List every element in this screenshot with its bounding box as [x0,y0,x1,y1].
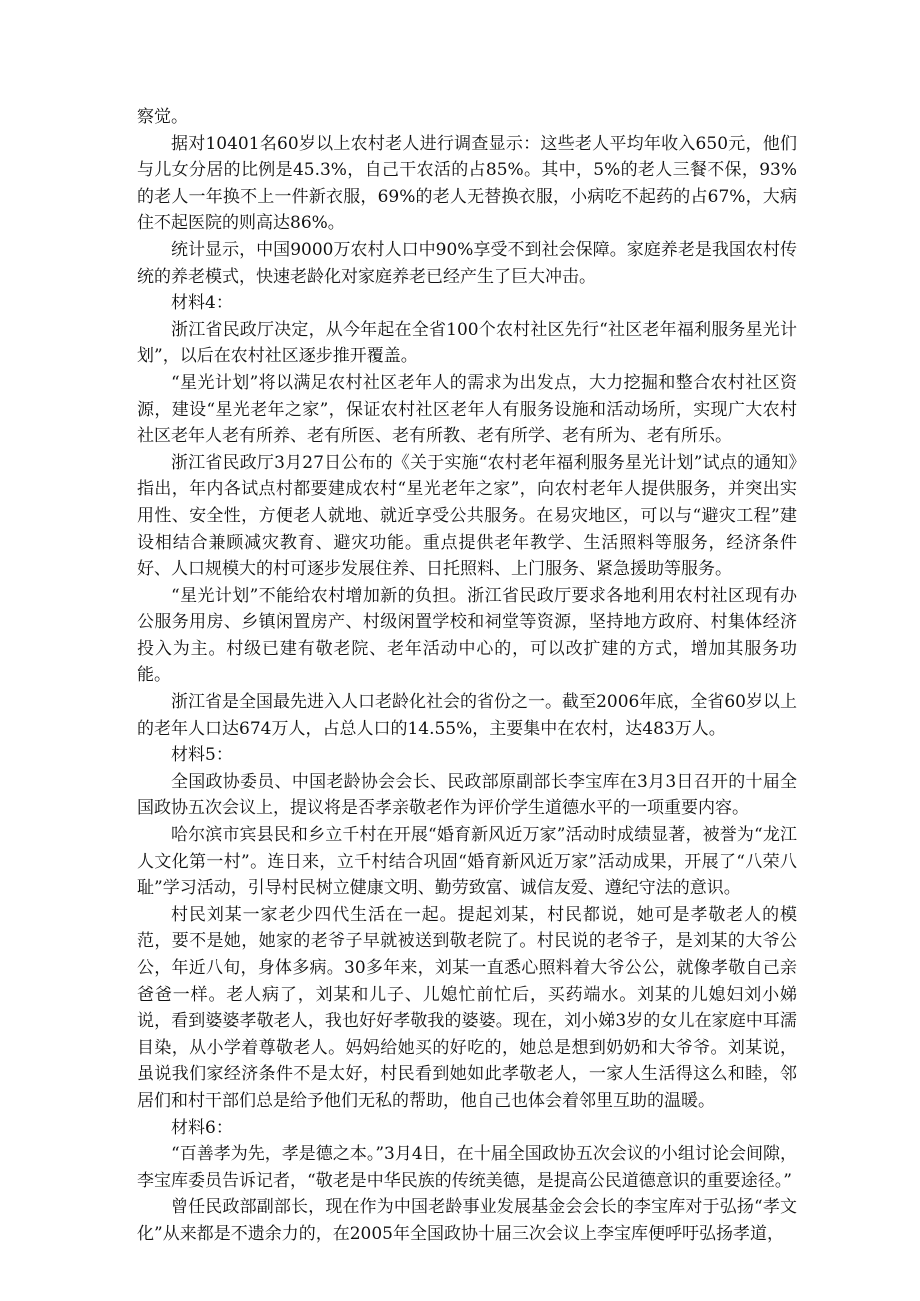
section-heading-material-6: 材料6： [171,1117,233,1138]
section-heading-material-4: 材料4： [171,293,233,314]
paragraph-no-new-burden: “星光计划”不能给农村增加新的负担。浙江省民政厅要求各地利用农村社区现有办公服务用房、乡镇闲置房产、村级闲置学校和祠堂等资源，坚持地方政府、村集体经济投入为主。村级已建有敬老院、老年活动中心的，可以改扩建的方式，增加其服务功能。 [137,585,797,686]
paragraph-filial-culture: 曾任民政部副部长，现在作为中国老龄事业发展基金会会长的李宝库对于弘扬“孝文化”从来都是不遗余力的，在2005年全国政协十届三次会议上李宝库便呼吁弘扬孝道， [137,1197,797,1244]
paragraph-liqian-village: 哈尔滨市宾县民和乡立千村在开展“婚育新风近万家”活动时成绩显著，被誉为“龙江人文化第一村”。连日来，立千村结合巩固“婚育新风近万家”活动成果，开展了“八荣八耻”学习活动，引导村民树立健康文明、勤劳致富、诚信友爱、遵纪守法的意识。 [137,825,797,899]
paragraph-notice: 浙江省民政厅3月27日公布的《关于实施“农村老年福利服务星光计划”试点的通知》指出，年内各试点村都要建成农村“星光老年之家”，向农村老年人提供服务，并突出实用性、安全性，方便老人就地、就近享受公共服务。在易灾地区，可以与“避灾工程”建设相结合兼顾减灾教育、避灾功能。重点提供老年教学、生活照料等服务，经济条件好、人口规模大的村可逐步发展住养、日托照料、上门服务、紧急援助等服务。 [137,452,797,580]
document-page [137,104,797,1248]
paragraph-survey: 据对10401名60岁以上农村老人进行调查显示：这些老人平均年收入650元，他们与儿女分居的比例是45.3%，自己干农活的占85%。其中，5%的老人三餐不保，93%的老人一年换不上一件新衣服，69%的老人无替换衣服，小病吃不起药的占67%，大病住不起医院的则高达86%。 [137,133,797,234]
section-heading-material-5: 材料5： [171,745,233,766]
paragraph-statistics: 统计显示，中国9000万农村人口中90%享受不到社会保障。家庭养老是我国农村传统的养老模式，快速老龄化对家庭养老已经产生了巨大冲击。 [137,239,797,287]
paragraph-filial-piety-quote: “百善孝为先，孝是德之本。”3月4日，在十届全国政协五次会议的小组讨论会间隙，李宝库委员告诉记者，“敬老是中华民族的传统美德，是提高公民道德意识的重要途径。” [137,1144,797,1191]
paragraph-zhejiang-aging: 浙江省是全国最先进入人口老龄化社会的省份之一。截至2006年底，全省60岁以上的老年人口达674万人，占总人口的14.55%，主要集中在农村，达483万人。 [137,692,797,739]
paragraph-starlight-plan: “星光计划”将以满足农村社区老年人的需求为出发点，大力挖掘和整合农村社区资源，建设“星光老年之家”，保证农村社区老年人有服务设施和活动场所，实现广大农村社区老年人老有所养、老有所医、老有所教、老有所学、老有所为、老有所乐。 [137,372,797,447]
paragraph-zhejiang-decision: 浙江省民政厅决定，从今年起在全省100个农村社区先行“社区老年福利服务星光计划”，以后在农村社区逐步推开覆盖。 [137,319,797,367]
paragraph-liu-family: 村民刘某一家老少四代生活在一起。提起刘某，村民都说，她可是孝敬老人的模范，要不是她，她家的老爷子早就被送到敬老院了。村民说的老爷子，是刘某的大爷公公，年近八旬，身体多病。30多年来，刘某一直悉心照料着大爷公公，就像孝敬自己亲爸爸一样。老人病了，刘某和儿子、儿媳忙前忙后，买药端水。刘某的儿媳妇刘小娣说，看到婆婆孝敬老人，我也好好孝敬我的婆婆。现在，刘小娣3岁的女儿在家庭中耳濡目染，从小学着尊敬老人。妈妈给她买的好吃的，她总是想到奶奶和大爷爷。刘某说，虽说我们家经济条件不是太好，村民看到她如此孝敬老人，一家人生活得这么和睦，邻居们和村干部们总是给予他们无私的帮助，他自己也体会着邻里互助的温暖。 [137,904,797,1111]
paragraph-li-baoku-proposal: 全国政协委员、中国老龄协会会长、民政部原副部长李宝库在3月3日召开的十届全国政协五次会议上，提议将是否孝亲敬老作为评价学生道德水平的一项重要内容。 [137,771,797,819]
paragraph-continuation: 察觉。 [137,107,188,127]
